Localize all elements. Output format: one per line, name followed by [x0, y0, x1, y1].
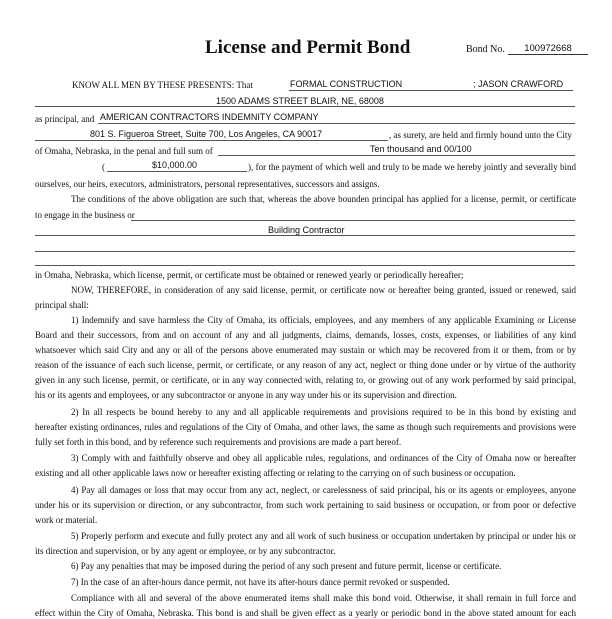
compliance-line-2: effect within the City of Omaha, Nebraska. This bond is and shall be given effect as a yearly or periodic bond in the above stated amount for each	[35, 608, 576, 618]
surety-address-line	[35, 140, 388, 141]
p3-line-1: 3) Comply with and faithfully observe and obey all applicable rules, regulations, and ordinances of the City of Omaha now or hereafter	[71, 453, 576, 463]
penal-words: Ten thousand and 00/100	[370, 144, 472, 154]
p4-line-2: under his or its supervision or direction, or any subcontractor, from such work pertaining to said business or occupation, or from poor or defective	[35, 500, 576, 510]
principal-name-line	[289, 90, 573, 91]
engage-line	[131, 220, 575, 221]
engage-text: to engage in the business or	[35, 210, 135, 220]
as-principal-text: as principal, and	[35, 114, 95, 124]
surety-address: 801 S. Figueroa Street, Suite 700, Los Angeles, CA 90017	[90, 129, 323, 139]
compliance-line-1: Compliance with all and several of the above enumerated items shall make this bond void. Otherwise, it shall remain in full force and	[71, 593, 576, 603]
conditions-line: The conditions of the above obligation are such that, whereas the above bounden principal has applied for a license, permit, or certificate	[71, 194, 576, 204]
know-all-text: KNOW ALL MEN BY THESE PRESENTS: That	[72, 80, 253, 90]
now-therefore-2: principal shall:	[35, 300, 89, 310]
p1-line-2: Board and their successors, from and on account of any and all judgments, claims, demands, losses, costs, expenses, or liabilities of any kind	[35, 330, 576, 340]
p1-line-3: whatsoever which said City and any or all of the persons above enumerated may sustain or which may be recovered from it or them, from or by	[35, 345, 576, 355]
principal-name: FORMAL CONSTRUCTION	[290, 79, 403, 89]
penal-tail: ), for the payment of which well and truly to be made we hereby jointly and severally bind	[248, 162, 576, 172]
p4-line-1: 4) Pay all damages or loss that may occur from any act, neglect, or carelessness of said principal, his or its agents or employees, anyone	[71, 485, 576, 495]
surety-name: AMERICAN CONTRACTORS INDEMNITY COMPANY	[100, 112, 319, 122]
business-line-3	[35, 265, 575, 266]
document-title: License and Permit Bond	[205, 37, 411, 58]
p5-line-1: 5) Properly perform and execute and fully protect any and all work of such business or occupation undertaken by principal or under his or	[71, 531, 576, 541]
surety-text: , as surety, are held and firmly bound unto the City	[389, 130, 572, 140]
now-therefore-1: NOW, THEREFORE, in consideration of any said license, permit, or certificate now or hereafter being granted, issued or renewed, said	[71, 285, 576, 295]
bond-number-label: Bond No.	[466, 44, 505, 55]
p7-line: 7) In the case of an after-hours dance permit, not have its after-hours dance permit revoked or suspended.	[71, 577, 450, 587]
p4-line-3: work or material.	[35, 515, 98, 525]
penal-amount: $10,000.00	[152, 160, 198, 170]
p2-line-2: hereafter existing ordinances, rules and regulations of the City of Omaha, and other laws, the same as though such requirements and provisions were	[35, 422, 576, 432]
penal-amount-line	[107, 171, 247, 172]
paren-open: (	[102, 162, 105, 172]
principal-contact: ; JASON CRAWFORD	[473, 79, 564, 89]
penal-text: of Omaha, Nebraska, in the penal and full sum of	[35, 146, 213, 156]
p1-line-1: 1) Indemnify and save harmless the City of Omaha, its officials, employees, and any members of any applicable Examining or License	[71, 315, 576, 325]
bind-line: ourselves, our heirs, executors, administrators, personal representatives, successors and assigns.	[35, 179, 380, 189]
omaha-line: in Omaha, Nebraska, which license, permit, or certificate must be obtained or renewed yearly or periodically hereafter;	[35, 270, 464, 280]
p5-line-2: its direction and supervision, or by any agent or employee, or by any subcontractor.	[35, 546, 336, 556]
principal-address: 1500 ADAMS STREET BLAIR, NE, 68008	[216, 96, 384, 106]
surety-name-line	[98, 123, 575, 124]
p2-line-1: 2) In all respects be bound hereby to any and all applicable requirements and provisions required to be in this bond by existing and	[71, 407, 576, 417]
business-type: Building Contractor	[268, 225, 345, 235]
bond-number-value: 100972668	[508, 43, 588, 55]
p6-line: 6) Pay any penalties that may be imposed during the period of any such present and future permit, license or certificate.	[71, 561, 502, 571]
p1-line-4: reason of the issuance of each such license, permit, or certificate, or any reason of any act, neglect or thing done under or by virtue of the authority	[35, 360, 576, 370]
business-line-1	[35, 235, 575, 236]
p1-line-6: his or its agents and employees, or any subcontractor or anyone in any way under his or its supervision and direction.	[35, 390, 457, 400]
p3-line-2: existing and all other applicable laws now or hereafter existing affecting or relating to the carrying on of such business or occupation.	[35, 468, 516, 478]
business-line-2	[35, 251, 575, 252]
principal-address-line	[35, 106, 575, 107]
penal-words-line	[218, 155, 575, 156]
p2-line-3: fully set forth in this bond, and by reference such requirements and provisions are made a part hereof.	[35, 437, 402, 447]
p1-line-5: given in any such license, permit, or certificate, or in any way connected with, relating to, or growing out of any work performed by said principal,	[35, 375, 576, 385]
